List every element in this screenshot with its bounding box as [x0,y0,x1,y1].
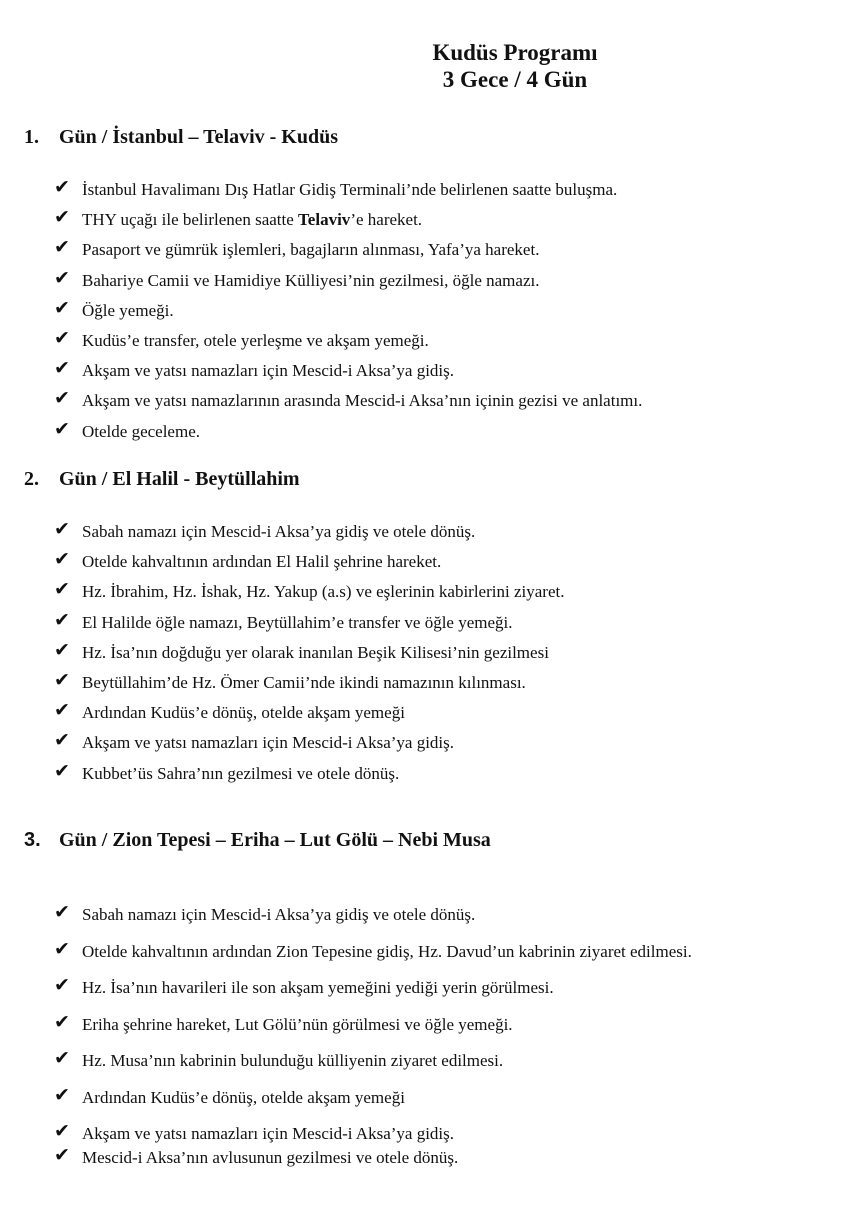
check-icon: ✔ [54,608,70,631]
item-text: Mescid-i Aksa’nın avlusunun gezilmesi ve otele dönüş. [82,1148,459,1167]
item-text: Otelde geceleme. [82,421,200,441]
check-icon: ✔ [54,548,70,571]
check-icon: ✔ [54,1144,70,1166]
list-item [54,1010,692,1052]
check-icon: ✔ [54,1047,70,1069]
check-icon: ✔ [54,296,70,319]
check-icon: ✔ [54,417,70,440]
list-item [54,974,692,1015]
day-2-heading [24,468,300,491]
check-icon: ✔ [54,1010,70,1033]
item-text: Hz. İsa’nın doğduğu yer olarak inanılan Beşik Kilisesi’nin gezilmesi [82,642,549,662]
check-icon: ✔ [54,974,70,996]
day-3-list [54,901,692,1172]
item-text: Ardından Kudüs’e dönüş, otelde akşam yemeği [82,1087,405,1107]
day-title: Gün / Zion Tepesi – Eriha – Lut Gölü – Nebi Musa [59,829,491,851]
item-text: THY uçağı ile belirlenen saatte [82,210,299,230]
check-icon: ✔ [54,1083,70,1106]
list-item [54,206,642,240]
day-number: 1. [24,126,39,148]
check-icon: ✔ [54,901,70,923]
list-item [54,901,692,942]
item-text: Hz. İbrahim, Hz. İshak, Hz. Yakup (a.s) ve eşlerinin kabirlerini ziyaret. [82,582,565,602]
day-1-heading [24,126,338,149]
check-icon: ✔ [54,699,70,722]
list-item [54,176,642,210]
list-item [54,548,564,582]
check-icon: ✔ [54,729,70,752]
item-text: Akşam ve yatsı namazlarının arasında Mescid-i Aksa’nın içinin gezisi ve anlatımı. [82,391,643,411]
list-item [54,729,564,763]
item-text: Akşam ve yatsı namazları için Mescid-i Aksa’ya gidiş. [82,1124,455,1143]
list-item [54,1120,692,1148]
day-1-list [54,176,643,452]
item-text: ’e hareket. [350,210,423,230]
check-icon: ✔ [54,937,70,960]
list-item [54,937,692,979]
item-text: Otelde kahvaltının ardından Zion Tepesine gidiş, Hz. Davud’un kabrinin ziyaret edilmesi. [82,941,692,961]
check-icon: ✔ [54,176,70,198]
item-text: Hz. Musa’nın kabrinin bulunduğu külliyenin ziyaret edilmesi. [82,1051,504,1070]
list-item [54,608,564,643]
list-item [54,1083,692,1125]
check-icon: ✔ [54,357,70,380]
list-item [54,236,642,270]
check-icon: ✔ [54,266,70,289]
day-2-list [54,518,565,794]
check-icon: ✔ [54,1120,70,1142]
check-icon: ✔ [54,759,70,782]
item-text: Eriha şehrine hareket, Lut Gölü’nün görülmesi ve öğle yemeği. [82,1014,513,1034]
check-icon: ✔ [54,638,70,661]
item-text: Hz. İsa’nın havarileri ile son akşam yemeğini yediği yerin görülmesi. [82,978,554,997]
list-item [54,578,565,612]
check-icon: ✔ [54,668,70,691]
item-text-bold: Telaviv [298,210,351,230]
item-text: Sabah namazı için Mescid-i Aksa’ya gidiş ve otele dönüş. [82,522,476,541]
list-item [54,1047,692,1088]
item-text: Pasaport ve gümrük işlemleri, bagajların alınması, Yafa’ya hareket. [82,240,540,260]
day-number: 2. [24,468,39,490]
list-item [54,326,642,361]
list-item [54,417,642,452]
list-item [54,699,564,733]
day-number: 3. [24,829,41,851]
check-icon: ✔ [54,206,70,229]
item-text: Beytüllahim’de Hz. Ömer Camii’nde ikindi namazının kılınması. [82,672,526,692]
item-text: Bahariye Camii ve Hamidiye Külliyesi’nin gezilmesi, öğle namazı. [82,270,540,290]
check-icon: ✔ [54,518,70,540]
item-text: İstanbul Havalimanı Dış Hatlar Gidiş Terminali’nde belirlenen saatte buluşma. [82,180,618,199]
list-item [54,518,564,552]
item-text: Otelde kahvaltının ardından El Halil şehrine hareket. [82,552,442,572]
list-item [54,266,642,301]
day-title: Gün / El Halil - Beytüllahim [59,468,300,490]
day-title: Gün / İstanbul – Telaviv - Kudüs [59,126,339,148]
item-text: Ardından Kudüs’e dönüş, otelde akşam yemeği [82,703,405,723]
item-text: Sabah namazı için Mescid-i Aksa’ya gidiş ve otele dönüş. [82,905,476,924]
item-text: Öğle yemeği. [82,300,174,320]
check-icon: ✔ [54,236,70,259]
day-3-heading [24,829,491,852]
check-icon: ✔ [54,578,70,601]
list-item [54,387,643,421]
list-item [54,668,564,703]
list-item [54,296,642,331]
list-item [54,357,642,391]
item-text: Akşam ve yatsı namazları için Mescid-i Aksa’ya gidiş. [82,733,455,753]
list-item [54,638,564,673]
check-icon: ✔ [54,326,70,349]
item-text: El Halilde öğle namazı, Beytüllahim’e transfer ve öğle yemeği. [82,612,513,632]
item-text: Kubbet’üs Sahra’nın gezilmesi ve otele dönüş. [82,763,400,783]
document-subtitle: 3 Gece / 4 Gün [442,67,588,92]
check-icon: ✔ [54,387,70,410]
list-item [54,759,564,794]
item-text: Kudüs’e transfer, otele yerleşme ve akşam yemeği. [82,330,429,350]
document-title: Kudüs Programı [432,40,598,65]
item-text: Akşam ve yatsı namazları için Mescid-i Aksa’ya gidiş. [82,361,455,381]
list-item [54,1144,692,1172]
